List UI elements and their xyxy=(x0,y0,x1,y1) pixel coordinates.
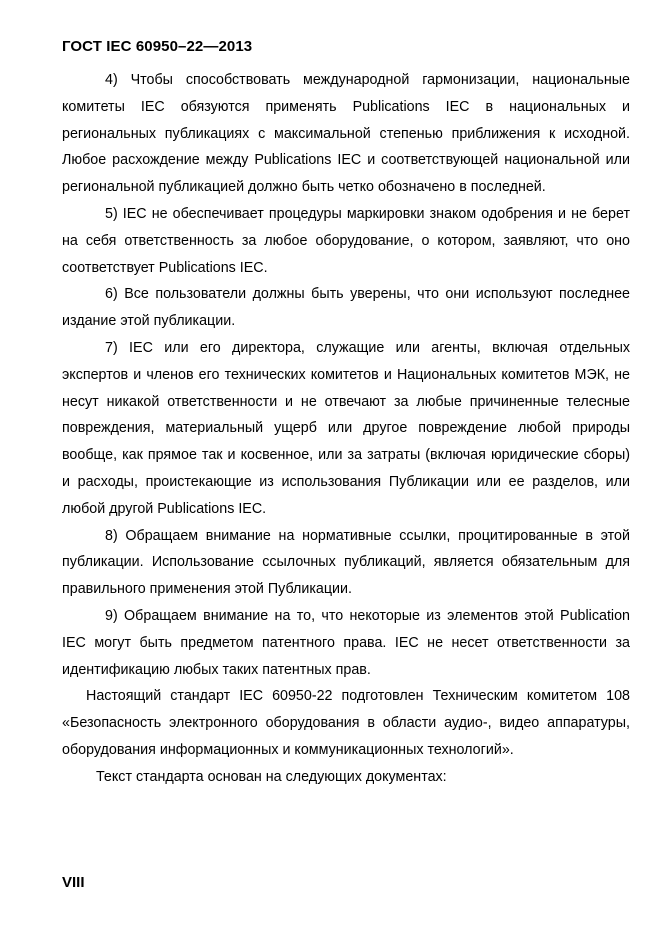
paragraph-item-7: 7) IEC или его директора, служащие или агенты, включая отдельных экспертов и членов его технических комитетов и Национальных комитетов МЭК, не несут никакой ответственности и не отвечают за любые причиненные телесные повреждения, материальный ущерб или другое повреждение любой природы вообще, как прямое так и косвенное, или за затраты (включая юридические сборы) и расходы, проистекающие из использования Публикации или ее разделов, или любой другой Publications IEC. xyxy=(62,339,630,517)
committee-paragraph: Настоящий стандарт IEC 60950-22 подготовлен Техническим комитетом 108 «Безопасность электронного оборудования в области аудио-, видео аппаратуры, оборудования информационных и коммуникационных технологий». xyxy=(62,688,630,758)
paragraph-item-4: 4) Чтобы способствовать международной гармонизации, национальные комитеты IEC обязуются применять Publications IEC в национальных и региональных публикациях с максимальной степенью приближения к исходной. Любое расхождение между Publications IEC и соответствующей национальной или региональной публикацией должно быть четко обозначено в последней. xyxy=(62,72,630,196)
paragraph-item-9: 9) Обращаем внимание на то, что некоторые из элементов этой Publication IEC могут быть предметом патентного права. IEC не несет ответственности за идентификацию любых таких патентных прав. xyxy=(62,607,630,678)
paragraph-item-6: 6) Все пользователи должны быть уверены, что они используют последнее издание этой публикации. xyxy=(62,286,630,330)
paragraph-item-8: 8) Обращаем внимание на нормативные ссылки, процитированные в этой публикации. Использование ссылочных публикаций, является обязательным для правильного применения этой Публикации. xyxy=(62,527,630,598)
document-header: ГОСТ IEC 60950–22—2013 xyxy=(62,38,253,55)
paragraph-item-5: 5) IEC не обеспечивает процедуры маркировки знаком одобрения и не берет на себя ответственность за любое оборудование, о котором, заявляют, что оно соответствует Publications IEC. xyxy=(62,205,630,276)
basis-documents-paragraph: Текст стандарта основан на следующих документах: xyxy=(96,768,447,785)
document-body xyxy=(62,67,630,791)
page-number: VIII xyxy=(62,874,85,891)
